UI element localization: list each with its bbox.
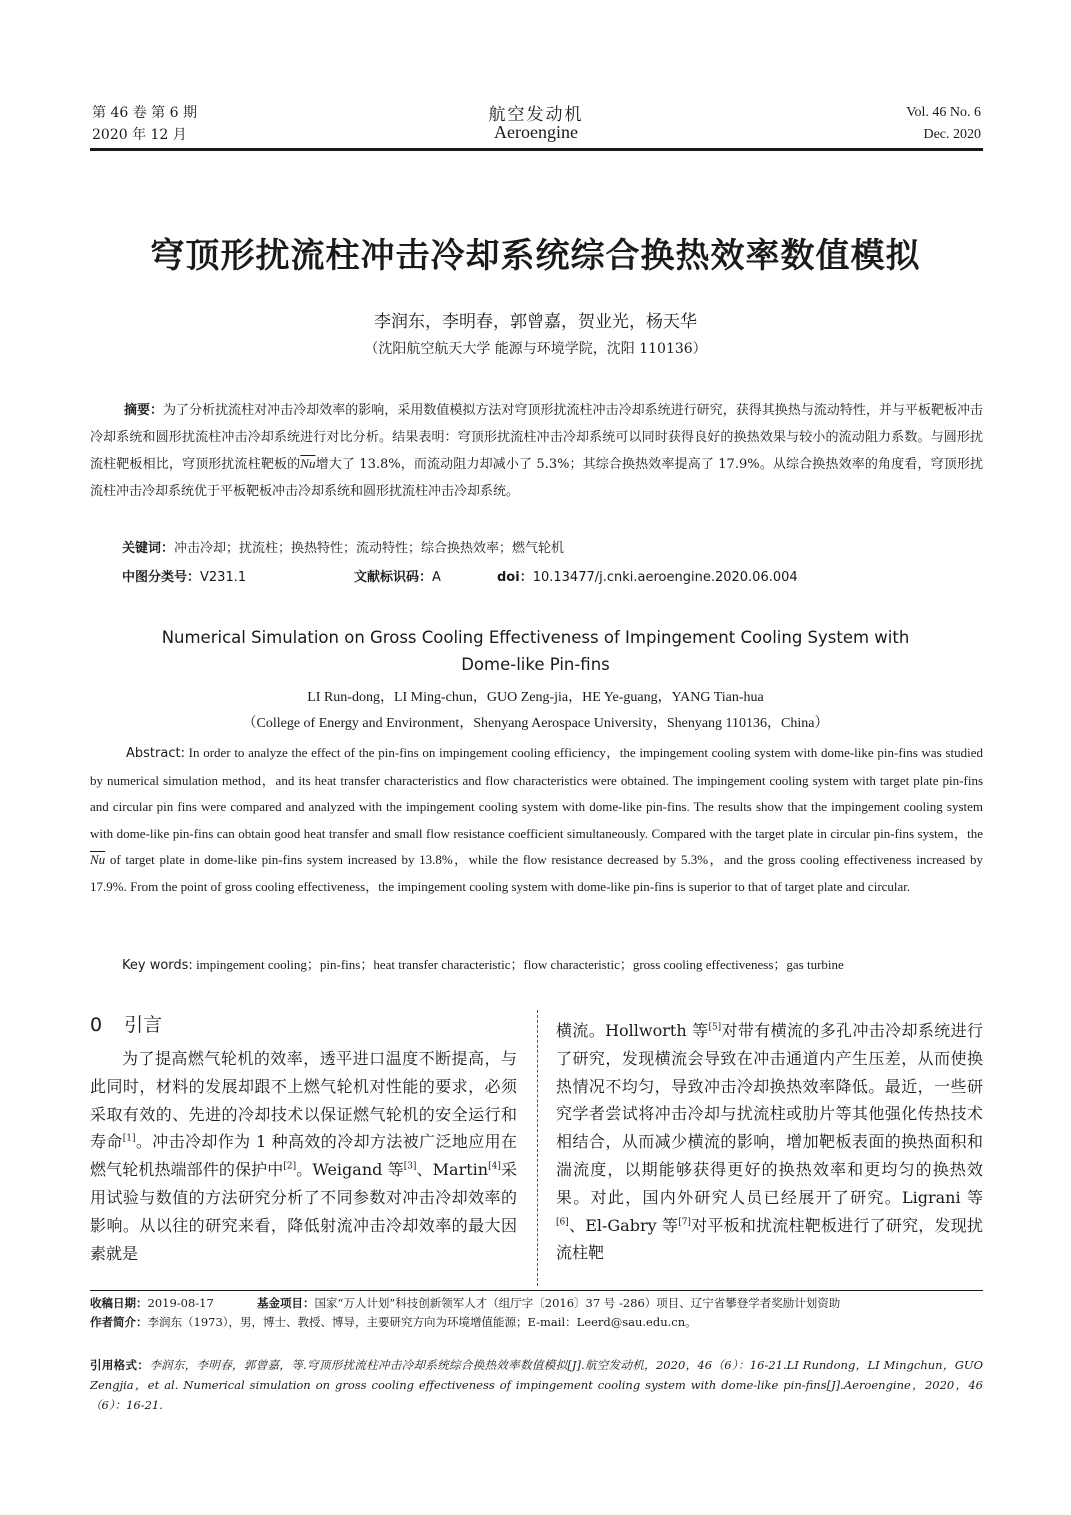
ref-1: [1]	[122, 1134, 136, 1145]
header-rule	[90, 148, 983, 151]
date-cn: 2020 年 12 月	[92, 127, 187, 143]
body-right-s3: 、El-Gabry 等	[568, 1215, 679, 1235]
doc-code-value: A	[432, 570, 441, 585]
footnote-rule	[90, 1290, 983, 1291]
abstract-cn-text-a: 为了分析扰流柱对冲击冷却效率的影响，采用数值模拟方法对穹顶形扰流柱冲击冷却系统进行研究，获得其换热与流动特性，并与平板靶板冲击冷却系统和圆形扰流柱冲击冷却系统进行对比分析。结果表明：穹顶形扰流柱冲击冷却系统可以同时获得良好的换热效果与较小的流动阻力系数。与圆形扰流柱靶板相比，穹顶形扰流柱靶板的	[90, 403, 983, 472]
abstract-cn	[90, 398, 983, 505]
volume-issue-cn: 第 46 卷 第 6 期	[92, 105, 197, 121]
abstract-en-text-a: In order to analyze the effect of the pin-fins on impingement cooling efficiency，the impingement cooling system with dome-like pin-fins was studied by numerical simulation method，and its heat transfer characteristics and flow characteristics were obtained. The impingement cooling system with target plate pin-fins and circular pin fins were compared and analyzed with the impingement cooling system with dome-like pin-fins. The results show that the impingement cooling system with dome-like pin-fins can obtain good heat transfer and small flow resistance coefficient simultaneously. Compared with the target plate in circular pin-fins system，the	[90, 745, 984, 841]
section-title: 引言	[124, 1014, 163, 1036]
ref-6: [6]	[556, 1217, 569, 1228]
body-left-s1: 为了提高燃气轮机的效率，透平进口温度不断提高，与此同时，材料的发展却跟不上燃气轮机对性能的要求，必须采取有效的、先进的冷却技术以保证燃气轮机的安全运行和寿命	[90, 1049, 517, 1152]
ref-4: [4]	[488, 1161, 501, 1172]
paper-title-en-line2: Dome-like Pin-fins	[461, 655, 610, 674]
paper-title-cn: 穹顶形扰流柱冲击冷却系统综合换热效率数值模拟	[150, 236, 921, 276]
keywords-cn-label: 关键词：	[122, 541, 175, 556]
keywords-cn-text: 冲击冷却；扰流柱；换热特性；流动特性；综合换热效率；燃气轮机	[174, 541, 565, 556]
ref-3: [3]	[403, 1161, 417, 1172]
paper-title-en-line1: Numerical Simulation on Gross Cooling Effectiveness of Impingement Cooling System with	[161, 628, 910, 647]
clc-label: 中图分类号：	[122, 570, 201, 585]
authors-cn: 李润东，李明春，郭曾嘉，贺业光，杨天华	[374, 312, 697, 332]
abstract-en	[90, 740, 983, 900]
keywords-en-text: impingement cooling；pin-fins；heat transfer characteristic；flow characteristic；gross cooling effectiveness；gas turbine	[192, 957, 844, 972]
ref-5: [5]	[708, 1022, 722, 1033]
abstract-en-label: Abstract:	[126, 746, 185, 761]
doi-value: 10.13477/j.cnki.aeroengine.2020.06.004	[532, 570, 798, 585]
journal-name-en: Aeroengine	[494, 122, 578, 142]
author-bio	[90, 1313, 983, 1332]
fund-label: 基金项目：	[257, 1296, 315, 1310]
nu-symbol: $\overline{Nu}$	[300, 456, 316, 471]
clc-number	[122, 566, 246, 585]
body-left-s3: 。Weigand 等	[296, 1160, 404, 1180]
body-left-s4: 、Martin	[416, 1160, 489, 1180]
ref-2: [2]	[283, 1161, 297, 1172]
authors-en: LI Run-dong，LI Ming-chun，GUO Zeng-jia，HE Ye-guang，YANG Tian-hua	[307, 690, 764, 705]
body-right-s1: 横流。Hollworth 等	[556, 1021, 709, 1040]
keywords-en-label: Key words:	[122, 958, 193, 973]
paper-title-en	[60, 624, 1011, 678]
section-number: 0	[90, 1014, 103, 1036]
affiliation-en: （College of Energy and Environment，Shenyang Aerospace University，Shenyang 110136，China）	[242, 716, 829, 731]
keywords-cn	[122, 537, 564, 556]
nu-symbol-en: $\overline{Nu}$	[90, 852, 106, 867]
affiliation-cn: （沈阳航空航天大学 能源与环境学院，沈阳 110136）	[364, 341, 707, 357]
citation	[90, 1355, 983, 1415]
doi	[497, 566, 798, 585]
abstract-en-text-b: of target plate in dome-like pin-fins system increased by 13.8%，while the flow resistance decreased by 5.3%，and the gross cooling effectiveness increased by 17.9%. From the point of gross cooling effectiveness，the impingement cooling system with dome-like pin-fins is superior to that of target plate and circular.	[90, 852, 983, 894]
keywords-en	[122, 954, 844, 973]
citation-text: 李润东，李明春，郭曾嘉，等.穹顶形扰流柱冲击冷却系统综合换热效率数值模拟[J].航空发动机，2020，46（6）：16-21.LI Rundong，LI Mingchun，GUO Zengjia，et al. Numerical simulation on gross cooling effectiveness of impingement cooling system with dome-like pin-fins[J].Aeroengine，2020，46（6）：16-21.	[90, 1358, 984, 1412]
author-bio-label: 作者简介：	[90, 1315, 148, 1329]
body-right-s2: 对带有横流的多孔冲击冷却系统进行了研究，发现横流会导致在冲击通道内产生压差，从而使换热情况不均匀，导致冲击冷却换热效率降低。最近，一些研究学者尝试将冲击冷却与扰流柱或肋片等其他强化传热技术相结合，从而减少横流的影响，增加靶板表面的换热面积和湍流度，以期能够获得更好的换热效率和更均匀的换热效果。对此，国内外研究人员已经展开了研究。Ligrani 等	[556, 1021, 983, 1207]
doi-label: doi：	[497, 570, 533, 585]
received-date	[90, 1294, 214, 1313]
body-right-s4: 对平板和扰流柱靶板进行了研究，发现扰流柱靶	[556, 1215, 983, 1263]
citation-label: 引用格式：	[90, 1358, 150, 1372]
abstract-cn-label: 摘要：	[124, 403, 164, 418]
body-right-column	[556, 1017, 983, 1267]
body-left-column	[90, 1045, 517, 1267]
received-value: 2019-08-17	[147, 1296, 214, 1310]
volume-issue-en: Vol. 46 No. 6	[906, 105, 981, 120]
clc-value: V231.1	[200, 570, 247, 585]
ref-7: [7]	[678, 1217, 691, 1228]
journal-name-cn: 航空发动机	[488, 105, 584, 125]
abstract-cn-text-b: 增大了 13.8%，而流动阻力却减小了 5.3%；其综合换热效率提高了 17.9%。从综合换热效率的角度看，穹顶形扰流柱冲击冷却系统优于平板靶板冲击冷却系统和圆形扰流柱冲击冷却系统。	[90, 457, 983, 499]
body-left-s2: 。冲击冷却作为 1 种高效的冷却方法被广泛地应用在燃气轮机热端部件的保护中	[90, 1132, 517, 1180]
document-code	[354, 566, 441, 585]
author-bio-value: 李润东（1973），男，博士、教授、博导，主要研究方向为环境增值能源；E-mail：Leerd@sau.edu.cn。	[147, 1315, 697, 1329]
fund-value: 国家“万人计划”科技创新领军人才（组厅字〔2016〕37 号 -286）项目、辽宁省攀登学者奖励计划资助	[314, 1296, 841, 1310]
body-left-s5: 采用试验与数值的方法研究分析了不同参数对冲击冷却效率的影响。从以往的研究来看，降低射流冲击冷却效率的最大因素就是	[90, 1160, 517, 1263]
section-heading	[90, 1010, 162, 1037]
received-label: 收稿日期：	[90, 1296, 148, 1310]
column-divider	[537, 1010, 538, 1286]
fund-info	[257, 1294, 983, 1313]
date-en: Dec. 2020	[923, 127, 981, 142]
doc-code-label: 文献标识码：	[354, 570, 433, 585]
